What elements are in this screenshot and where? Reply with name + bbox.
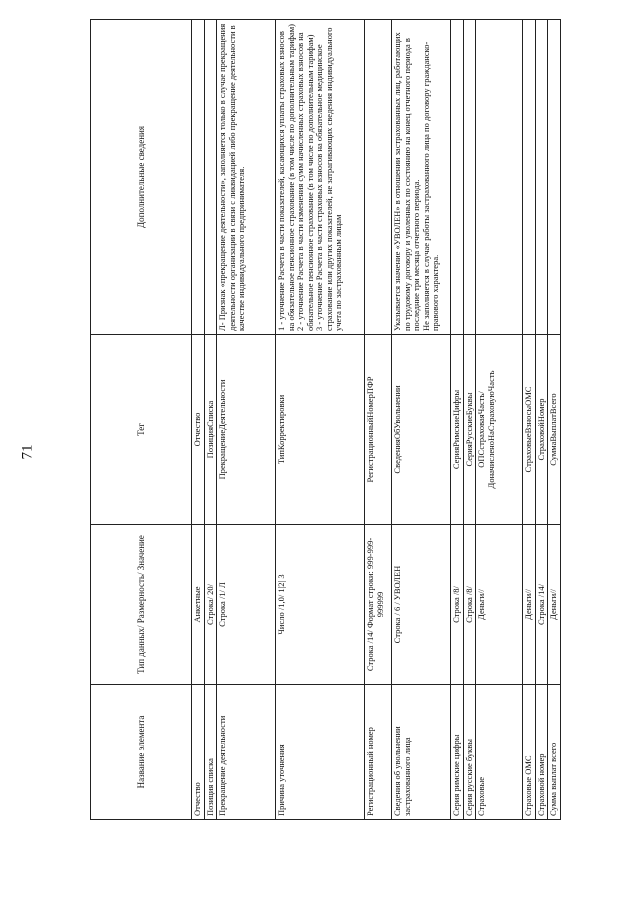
table-header-row	[91, 20, 192, 820]
table-row	[392, 20, 451, 820]
table-row	[535, 20, 548, 820]
cell-tag: СтраховыеВзносыОМС	[523, 335, 536, 525]
cell-tag: ПрекращениеДеятельности	[217, 335, 276, 525]
header-data-type: Тип данных/ Размерность/ Значение	[91, 525, 192, 685]
cell-extra: 1 - уточнение Расчета в части показателей, касающихся уплаты страховых взносов на обязательное пенсионное страхование (в том числе по дополнительным тарифам) 2 - уточнение Расчета в части изменения сумм начисленных страховых взносов на обязательное пенсионное страхование (в том числе по дополнительным тарифам) 3 - уточнение Расчета в части страховых взносов на обязательное медицинское страхование или других показателей, не затрагивающих сведения индивидуального учета по застрахованным лицам	[276, 20, 365, 335]
cell-name: Позиция списка	[204, 685, 217, 820]
header-extra-info: Дополнительные сведения	[91, 20, 192, 335]
table-row	[204, 20, 217, 820]
cell-extra	[476, 20, 523, 335]
cell-extra: Л- Признак «прекращение деятельности», заполняется только в случае прекращения деятельности организации в связи с ликвидацией либо прекращение деятельности в качестве индивидуального предпринимателя.	[217, 20, 276, 335]
cell-name: Причина уточнения	[276, 685, 365, 820]
cell-tag: СерияРусскиеБуквы	[463, 335, 476, 525]
cell-extra	[535, 20, 548, 335]
cell-type: Деньги//	[476, 525, 523, 685]
rotated-table-container	[90, 20, 560, 820]
cell-name: Регистрационный номер	[365, 685, 392, 820]
table-row	[276, 20, 365, 820]
cell-name: Сведения об увольнении застрахованного лица	[392, 685, 451, 820]
cell-name: Страховые	[476, 685, 523, 820]
cell-extra	[523, 20, 536, 335]
cell-tag: РегистрационныйНомерПФР	[365, 335, 392, 525]
cell-name: Прекращение деятельности	[217, 685, 276, 820]
cell-name: Серия русские буквы	[463, 685, 476, 820]
cell-extra	[451, 20, 464, 335]
cell-type: Строка /8/	[463, 525, 476, 685]
cell-type: Число /1,0/ 1|2| 3	[276, 525, 365, 685]
table-row	[548, 20, 561, 820]
table-row	[463, 20, 476, 820]
cell-extra	[204, 20, 217, 335]
table-row	[451, 20, 464, 820]
cell-name: Страховой номер	[535, 685, 548, 820]
cell-type: Строка/ 20/	[204, 525, 217, 685]
cell-name: Серия римские цифры	[451, 685, 464, 820]
page-number: 71	[19, 444, 36, 460]
header-element-name: Название элемента	[91, 685, 192, 820]
table-row	[217, 20, 276, 820]
table-row	[365, 20, 392, 820]
cell-extra: Указывается значение «УВОЛЕН» в отношении застрахованных лиц, работающих по трудовому договору и уволенных по состоянию на конец отчетного периода в последние три месяца отчетного периода. Не заполняется в случае работы застрахованного лица по договору гражданско-правового характера.	[392, 20, 451, 335]
cell-type: Строка / 6 / УВОЛЕН	[392, 525, 451, 685]
cell-type: Строка /8/	[451, 525, 464, 685]
elements-table	[90, 19, 561, 820]
cell-type: Строка /14/	[535, 525, 548, 685]
cell-type: Деньги//	[548, 525, 561, 685]
cell-extra	[192, 20, 205, 335]
table-row	[476, 20, 523, 820]
table-row	[192, 20, 205, 820]
cell-type: Анкетные	[192, 525, 205, 685]
cell-type: Строка /1/ Л	[217, 525, 276, 685]
cell-tag: СерияРимскиеЦифры	[451, 335, 464, 525]
cell-tag: СведенияОбУвольнении	[392, 335, 451, 525]
cell-tag: ПозицияСписка	[204, 335, 217, 525]
cell-type: Деньги//	[523, 525, 536, 685]
cell-extra	[463, 20, 476, 335]
cell-tag: СуммаВыплатВсего	[548, 335, 561, 525]
cell-type: Строка /14/ Формат строки: 999-999-999999	[365, 525, 392, 685]
header-tag: Тег	[91, 335, 192, 525]
cell-extra	[548, 20, 561, 335]
cell-name: Сумма выплат всего	[548, 685, 561, 820]
cell-name: Отчество	[192, 685, 205, 820]
cell-tag: СтраховойНомер	[535, 335, 548, 525]
cell-tag: ТипКорректировки	[276, 335, 365, 525]
cell-tag: ОПСстраховаяЧасть/ ДоначисленоНаСтраховуюЧасть	[476, 335, 523, 525]
table-row	[523, 20, 536, 820]
cell-name: Страховые ОМС	[523, 685, 536, 820]
cell-extra	[365, 20, 392, 335]
cell-tag: Отчество	[192, 335, 205, 525]
